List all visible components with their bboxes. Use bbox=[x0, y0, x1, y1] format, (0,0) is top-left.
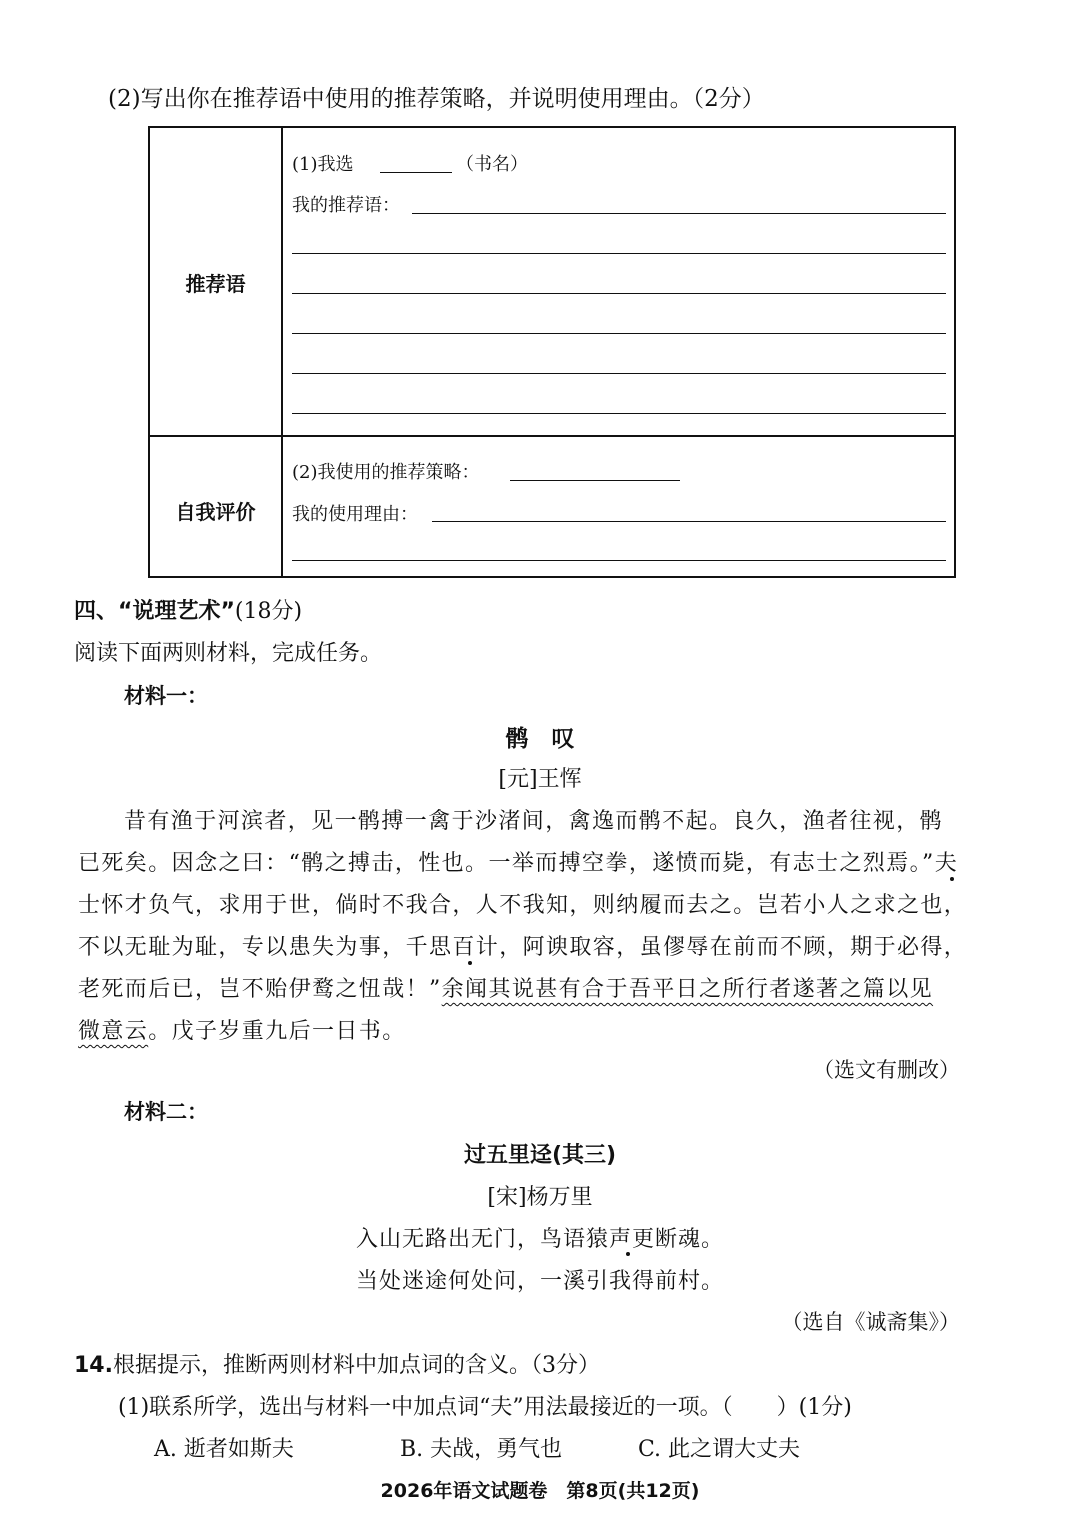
option-b[interactable]: B. 夫战，勇气也 bbox=[400, 1437, 563, 1462]
poem-line: 当处迷途何处问，一溪引我得前村。 bbox=[355, 1269, 724, 1294]
section-4-title: 四、“说理艺术” bbox=[74, 599, 235, 624]
material-1-line bbox=[78, 846, 958, 877]
material-1-line-text: 已死矣。因念之曰：“鹘之搏击，性也。一举而搏空拳，遂愤而毙，有志士之烈焉。” bbox=[78, 851, 935, 876]
material-2-label: 材料二： bbox=[124, 1100, 208, 1124]
reason-line[interactable] bbox=[292, 560, 946, 561]
material-1-note: （选文有删改） bbox=[813, 1058, 960, 1082]
book-name-blank[interactable] bbox=[380, 172, 452, 173]
strategy-blank[interactable] bbox=[510, 480, 680, 481]
material-1-line-text: 。戊子岁重九后一日书。 bbox=[148, 1019, 406, 1044]
material-1-line-text: 老死而后已，岂不贻伊鹜之忸哉！” bbox=[78, 977, 442, 1002]
question-13-2: (2)写出你在推荐语中使用的推荐策略，并说明使用理由。（2分） bbox=[108, 86, 765, 112]
book-choice-suffix: （书名） bbox=[456, 154, 528, 175]
row-label-self-evaluation: 自我评价 bbox=[175, 500, 256, 524]
material-2-title: 过五里迳(其三) bbox=[463, 1143, 617, 1168]
recommendation-prompt: 我的推荐语： bbox=[292, 195, 400, 216]
material-1-line bbox=[78, 1014, 406, 1045]
wavy-underlined-sentence: 余闻其说甚有合于吾平日之所行者遂著之篇以见 bbox=[441, 977, 934, 1002]
emphasis-dot bbox=[468, 961, 472, 965]
dotted-char-fu: 夫 bbox=[934, 851, 959, 876]
answer-table bbox=[148, 126, 956, 578]
material-1-line: 不以无耻为耻，专以患失为事，千思百计，阿谀取容，虽僇辱在前而不顾，期于必得， bbox=[78, 935, 968, 960]
poem-line: 入山无路出无门，鸟语猿声更断魂。 bbox=[355, 1227, 724, 1252]
material-1-line: 昔有渔于河滨者，见一鹘搏一禽于沙渚间，禽逸而鹘不起。良久，渔者往视，鹘 bbox=[124, 809, 944, 834]
recommendation-line[interactable] bbox=[292, 413, 946, 414]
page-footer: 2026年语文试题卷 第8页(共12页) bbox=[380, 1480, 700, 1502]
section-4-instruction: 阅读下面两则材料，完成任务。 bbox=[74, 641, 383, 666]
recommendation-line[interactable] bbox=[412, 213, 946, 214]
reason-line[interactable] bbox=[432, 521, 946, 522]
table-horizontal-divider bbox=[150, 435, 954, 437]
emphasis-dot bbox=[626, 1252, 630, 1256]
recommendation-line[interactable] bbox=[292, 333, 946, 334]
material-1-line bbox=[78, 972, 933, 1003]
strategy-prompt: (2)我使用的推荐策略： bbox=[292, 462, 480, 483]
material-1-label: 材料一： bbox=[124, 684, 208, 708]
material-2-source: （选自《诚斋集》） bbox=[781, 1310, 960, 1334]
material-2-author: [宋]杨万里 bbox=[487, 1185, 593, 1210]
option-a[interactable]: A. 逝者如斯夫 bbox=[154, 1437, 294, 1462]
question-14 bbox=[74, 1348, 600, 1379]
section-4-score: (18分) bbox=[234, 599, 303, 624]
reason-prompt: 我的使用理由： bbox=[292, 504, 418, 525]
wavy-underlined-sentence-end: 微意云 bbox=[78, 1019, 149, 1044]
material-1-title: 鹘 叹 bbox=[505, 726, 575, 752]
recommendation-line[interactable] bbox=[292, 373, 946, 374]
material-1-line: 士怀才负气，求用于世，倘时不我合，人不我知，则纳履而去之。岂若小人之求之也， bbox=[78, 893, 968, 918]
option-c[interactable]: C. 此之谓大丈夫 bbox=[638, 1437, 801, 1462]
book-choice-prefix: (1)我选 bbox=[292, 154, 354, 175]
recommendation-line[interactable] bbox=[292, 253, 946, 254]
section-4-heading bbox=[74, 594, 302, 625]
row-label-recommendation: 推荐语 bbox=[185, 272, 246, 296]
table-vertical-divider bbox=[281, 128, 283, 576]
material-1-author: [元]王恽 bbox=[498, 767, 582, 792]
emphasis-dot bbox=[950, 877, 954, 881]
question-14-sub1: (1)联系所学，选出与材料一中加点词“夫”用法最接近的一项。（ ）(1分) bbox=[118, 1395, 852, 1420]
recommendation-line[interactable] bbox=[292, 293, 946, 294]
question-14-stem: 根据提示，推断两则材料中加点词的含义。（3分） bbox=[112, 1353, 600, 1378]
question-14-number: 14. bbox=[74, 1353, 113, 1378]
